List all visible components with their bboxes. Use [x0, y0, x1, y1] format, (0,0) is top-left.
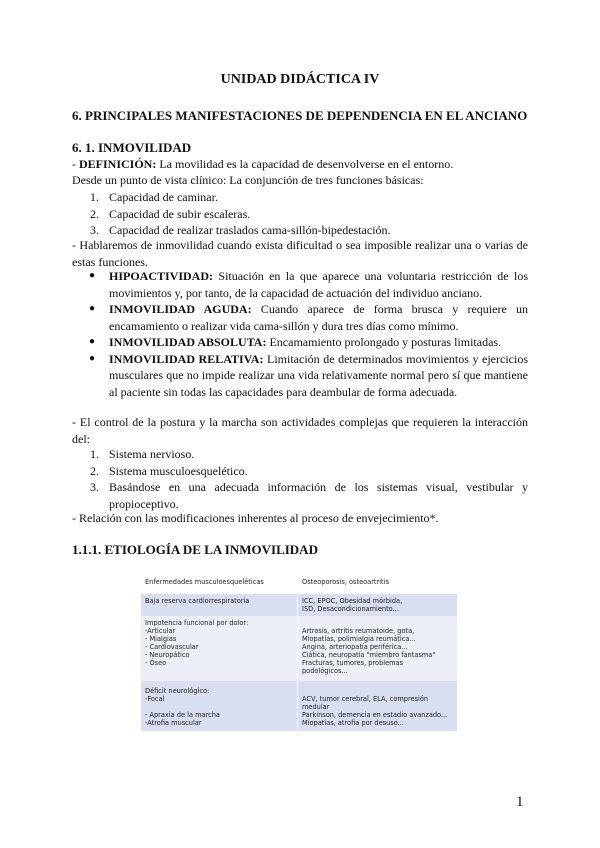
subsection-heading: 6. 1. INMOVILIDAD [72, 140, 192, 155]
list-text: Basándose en una adecuada información de los sistemas visual, vestibular y propioceptivo. [109, 480, 528, 511]
list-item [72, 334, 528, 351]
bullet-icon: ● [89, 336, 96, 347]
table-row [141, 594, 457, 616]
definition-paragraph [72, 156, 528, 173]
list-number: 3. [90, 223, 99, 237]
cause-line: -Atrofia muscular [145, 719, 202, 727]
header-cause-cell: Enfermedades musculoesqueléticas [141, 570, 298, 594]
term-label: INMOVILIDAD RELATIVA: [109, 351, 264, 366]
example-line [302, 687, 453, 695]
examples-cell [298, 681, 458, 731]
cause-line: - Neuropático [145, 651, 190, 659]
list-number: 3. [90, 480, 99, 494]
term-text: Limitación de determinados movimientos y ejercicios musculares que no impide realizar una vida relativamente normal pero sí que mantiene al paciente sin todas las capacidades para deambular de forma adecuada. [109, 351, 528, 399]
cause-line: Impotencia funcional por dolor: [145, 619, 249, 627]
example-line: Artrosis, artritis reumatoide, gota, [302, 627, 415, 635]
example-line: Angina, arteriopatía periférica... [302, 643, 408, 651]
cause-line: - Cardiovascular [145, 643, 199, 651]
cause-cell [141, 681, 298, 731]
section-heading: 6. PRINCIPALES MANIFESTACIONES DE DEPENDENCIA EN EL ANCIANO [72, 108, 528, 123]
term-text: Cuando aparece de forma brusca y requiere un encamamiento o realizar vida cama-sillón y dura tres días como mínimo. [109, 302, 528, 333]
example-line: ICC, EPOC, Obesidad mórbida, [302, 597, 403, 605]
example-line [302, 619, 453, 627]
list-number: 2. [90, 463, 99, 478]
list-item [72, 479, 528, 512]
examples-cell [298, 594, 458, 616]
example-line: Miopatías, polimialgia reumática... [302, 635, 416, 643]
list-number: 1. [90, 447, 99, 461]
systems-list [72, 446, 528, 512]
posture-intro: - El control de la postura y la marcha son actividades complejas que requieren la interacción del: [72, 415, 528, 446]
cause-line: -Focal [145, 695, 165, 703]
term-label: INMOVILIDAD ABSOLUTA: [109, 335, 267, 349]
list-number: 2. [90, 206, 99, 221]
basic-functions-list [72, 189, 528, 239]
term-label: HIPOACTIVIDAD: [109, 269, 214, 283]
cause-line [145, 703, 293, 711]
list-text: Capacidad de realizar traslados cama-sillón-bipedestación. [109, 223, 391, 237]
list-item [72, 351, 528, 401]
bullet-icon: ● [89, 352, 96, 364]
examples-cell [298, 616, 458, 681]
list-item [72, 206, 528, 223]
list-item [72, 268, 528, 301]
example-line: Miopatías, atrofia por desuso... [302, 719, 404, 727]
list-text: Capacidad de caminar. [109, 190, 218, 204]
example-line: Ciática, neuropatía "miembro fantasma" [302, 651, 436, 659]
list-number: 1. [90, 190, 99, 204]
list-item [72, 446, 528, 463]
cause-cell [141, 594, 298, 616]
bullet-icon: ● [89, 270, 96, 281]
list-text: Sistema musculoesquelético. [109, 463, 248, 478]
example-line: ACV, tumor cerebral, ELA, compresión [302, 695, 429, 703]
table-row [141, 616, 457, 681]
cause-line: - Apraxia de la marcha [145, 711, 220, 719]
table-row [141, 681, 457, 731]
term-text: Situación en la que aparece una voluntaria restricción de los movimientos y, por tanto, de la capacidad de actuación del individuo anciano. [109, 269, 528, 300]
bullet-icon: ● [89, 303, 96, 314]
list-text: Capacidad de subir escaleras. [109, 206, 251, 221]
example-line: ISD, Desacondicionamiento... [302, 605, 399, 613]
document-title: UNIDAD DIDÁCTICA IV [220, 72, 380, 87]
cause-line: - Mialgias [145, 635, 177, 643]
cause-line: Baja reserva cardiorrespiratoria [145, 597, 250, 605]
aging-relation: - Relación con las modificaciones inherentes al proceso de envejecimiento*. [72, 511, 439, 525]
list-item [72, 301, 528, 334]
definition-prefix: - [72, 157, 79, 171]
clinical-intro: Desde un punto de vista clínico: La conjunción de tres funciones básicas: [72, 173, 424, 187]
example-line: Fracturas, tumores, problemas [302, 659, 404, 667]
term-text: Encamamiento prolongado y posturas limitadas. [266, 335, 502, 349]
immobility-types-list [72, 268, 528, 400]
page-number: 1 [516, 794, 524, 810]
etiology-heading: 1.1.1. ETIOLOGÍA DE LA INMOVILIDAD [72, 542, 318, 557]
list-text: Sistema nervioso. [109, 447, 195, 461]
list-item [72, 463, 528, 480]
etiology-table [141, 570, 457, 731]
cause-line: - Óseo [145, 659, 167, 667]
example-line: podológicos... [302, 667, 348, 675]
example-line: Parkinson, demencia en estadio avanzado... [302, 711, 448, 719]
definition-text: La movilidad es la capacidad de desenvolverse en el entorno. [156, 157, 454, 171]
definition-label: DEFINICIÓN: [79, 157, 157, 171]
immobility-intro: - Hablaremos de inmovilidad cuando exista dificultad o sea imposible realizar una o varias de estas funciones. [72, 238, 528, 269]
table-header-row [141, 570, 457, 594]
cause-cell [141, 616, 298, 681]
term-label: INMOVILIDAD AGUDA: [109, 302, 252, 316]
cause-line: Déficit neurológico: [145, 687, 210, 695]
cause-line: -Articular [145, 627, 176, 635]
list-item [72, 189, 528, 206]
example-line: medular [302, 703, 330, 711]
header-examples-cell: Osteoporosis, osteoartritis [298, 570, 458, 594]
